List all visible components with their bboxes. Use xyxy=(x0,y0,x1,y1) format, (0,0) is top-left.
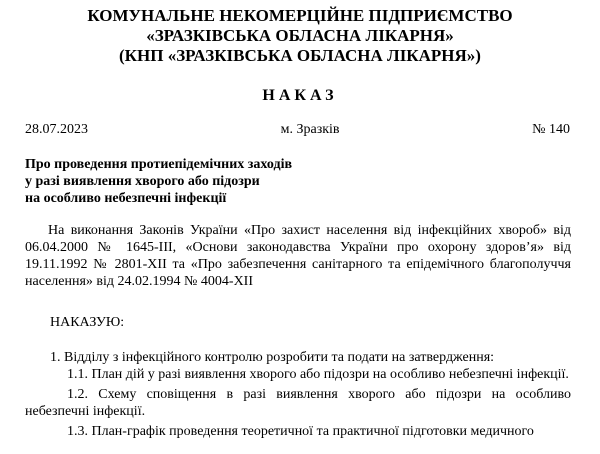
order-item-1: 1. Відділу з інфекційного контролю розробити та подати на затвердження: xyxy=(50,350,495,365)
header-line-3: (КНП «ЗРАЗКІВСЬКА ОБЛАСНА ЛІКАРНЯ») xyxy=(119,46,481,65)
header-line-1: КОМУНАЛЬНЕ НЕКОМЕРЦІЙНЕ ПІДПРИЄМСТВО xyxy=(87,6,513,25)
order-title: НАКАЗ xyxy=(262,87,338,104)
preamble-paragraph: На виконання Законів України «Про захист населення від інфекційних хвороб» від 06.04.2000 № 1645-ІІІ, «Основи законодавства України про охорону здоров’я» від 19.11.1992 № 2801-ХІІ та «Про забезпечення санітарного та епідемічного благополуччя населення» від 24.02.1994 № 4004-ХІІ xyxy=(25,223,571,289)
order-meta xyxy=(25,122,570,138)
order-city: м. Зразків xyxy=(280,122,340,137)
order-directive: НАКАЗУЮ: xyxy=(50,315,125,330)
order-subject xyxy=(25,156,292,207)
order-number: № 140 xyxy=(532,122,570,137)
subject-line-3: на особливо небезпечні інфекції xyxy=(25,191,227,206)
order-item-1-1: 1.1. План дій у разі виявлення хворого або підозри на особливо небезпечні інфекції. xyxy=(67,366,569,382)
order-item-1-3: 1.3. План-графік проведення теоретичної та практичної підготовки медичного xyxy=(67,424,534,439)
subject-line-1: Про проведення протиепідемічних заходів xyxy=(25,157,293,172)
order-item-1-2: 1.2. Схему сповіщення в разі виявлення хворого або підозри на особливо небезпечні інфекції. xyxy=(25,387,571,419)
subject-line-2: у разі виявлення хворого або підозри xyxy=(25,174,260,189)
order-date: 28.07.2023 xyxy=(25,122,88,137)
organization-header xyxy=(0,0,600,66)
order-items xyxy=(25,350,571,441)
header-line-2: «ЗРАЗКІВСЬКА ОБЛАСНА ЛІКАРНЯ» xyxy=(146,26,454,45)
